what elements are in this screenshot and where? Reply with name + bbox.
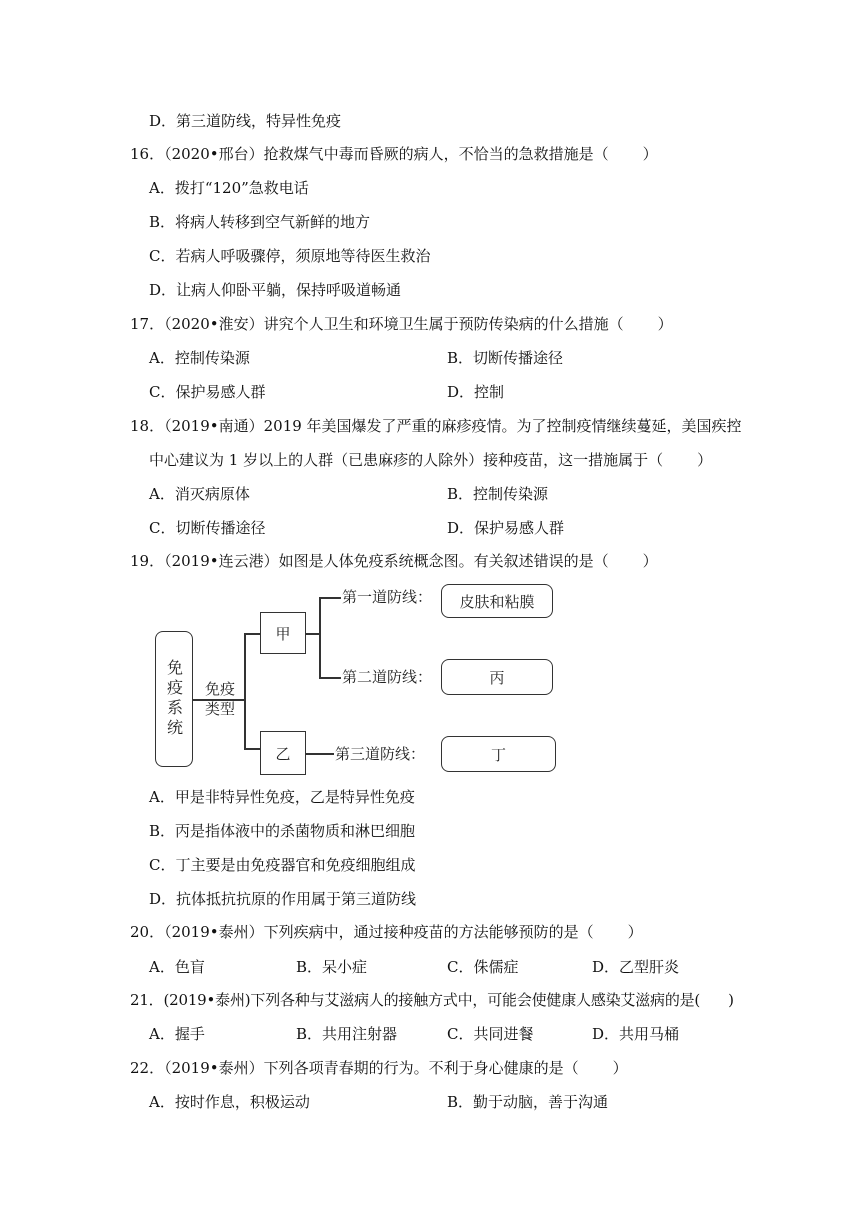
question-19-stem: 19．（2019•连云港）如图是人体免疫系统概念图。有关叙述错误的是（ ） <box>130 552 658 570</box>
skin-box <box>441 584 553 618</box>
question-18-stem-cont: 中心建议为 1 岁以上的人群（已患麻疹的人除外）接种疫苗，这一措施属于（ ） <box>149 451 713 469</box>
question-20-option-b: B．呆小症 <box>296 958 368 976</box>
skin-label: 皮肤和粘膜 <box>459 592 535 611</box>
connector <box>244 633 260 635</box>
question-17-option-b: B．切断传播途径 <box>447 349 564 367</box>
question-18-stem: 18．（2019•南通）2019 年美国爆发了严重的麻疹疫情。为了控制疫情继续蔓延，美国疾控 <box>130 417 742 435</box>
immune-system-box <box>155 631 193 767</box>
question-17-option-d: D．控制 <box>447 383 505 401</box>
yi-box <box>260 731 306 775</box>
question-21-stem: 21．(2019•泰州)下列各种与艾滋病人的接触方式中，可能会使健康人感染艾滋病的是( ) <box>130 991 734 1009</box>
ding-label: 丁 <box>490 745 506 764</box>
bing-label: 丙 <box>489 668 505 687</box>
connector <box>244 748 260 750</box>
third-line-label: 第三道防线： <box>335 745 426 763</box>
question-21-option-c: C．共同进餐 <box>447 1025 534 1043</box>
question-19-option-b: B．丙是指体液中的杀菌物质和淋巴细胞 <box>149 822 416 840</box>
jia-label: 甲 <box>275 624 291 643</box>
connector <box>319 597 321 677</box>
question-20-option-d: D．乙型肝炎 <box>592 958 680 976</box>
connector <box>306 633 320 635</box>
immune-type-label-1: 免疫 <box>205 680 236 698</box>
question-17-option-a: A．控制传染源 <box>149 349 250 367</box>
connector <box>244 633 246 749</box>
question-19-option-c: C．丁主要是由免疫器官和免疫细胞组成 <box>149 856 416 874</box>
question-16-stem: 16．（2020•邢台）抢救煤气中毒而昏厥的病人，不恰当的急救措施是（ ） <box>130 145 658 163</box>
question-20-stem: 20．（2019•泰州）下列疾病中，通过接种疫苗的方法能够预防的是（ ） <box>130 923 643 941</box>
connector <box>306 753 334 755</box>
question-21-option-a: A．握手 <box>149 1025 205 1043</box>
question-18-option-c: C．切断传播途径 <box>149 519 266 537</box>
question-16-option-c: C．若病人呼吸骤停，须原地等待医生救治 <box>149 247 431 265</box>
question-16-option-b: B．将病人转移到空气新鲜的地方 <box>149 213 371 231</box>
immune-system-label: 免疫系统 <box>164 659 184 739</box>
question-21-option-b: B．共用注射器 <box>296 1025 398 1043</box>
ding-box <box>441 736 556 772</box>
immune-type-label-2: 类型 <box>205 700 236 718</box>
jia-box <box>260 612 306 654</box>
question-20-option-c: C．侏儒症 <box>447 958 519 976</box>
first-line-label: 第一道防线： <box>342 588 433 606</box>
question-17-option-c: C．保护易感人群 <box>149 383 266 401</box>
question-18-option-a: A．消灭病原体 <box>149 485 250 503</box>
question-22-option-b: B．勤于动脑，善于沟通 <box>447 1093 609 1111</box>
question-19-option-d: D．抗体抵抗抗原的作用属于第三道防线 <box>149 890 417 908</box>
yi-label: 乙 <box>275 744 291 763</box>
question-19-option-a: A．甲是非特异性免疫，乙是特异性免疫 <box>149 788 415 806</box>
question-15-option-d: D．第三道防线，特异性免疫 <box>149 112 342 130</box>
bing-box <box>441 659 553 695</box>
connector <box>319 597 341 599</box>
question-18-option-d: D．保护易感人群 <box>447 519 565 537</box>
question-21-option-d: D．共用马桶 <box>592 1025 680 1043</box>
connector <box>319 677 341 679</box>
question-22-option-a: A．按时作息，积极运动 <box>149 1093 310 1111</box>
question-20-option-a: A．色盲 <box>149 958 205 976</box>
question-22-stem: 22．（2019•泰州）下列各项青春期的行为。不利于身心健康的是（ ） <box>130 1059 628 1077</box>
question-18-option-b: B．控制传染源 <box>447 485 549 503</box>
question-16-option-d: D．让病人仰卧平躺，保持呼吸道畅通 <box>149 281 402 299</box>
second-line-label: 第二道防线： <box>342 668 433 686</box>
question-16-option-a: A．拨打“120”急救电话 <box>149 179 309 197</box>
question-17-stem: 17．（2020•淮安）讲究个人卫生和环境卫生属于预防传染病的什么措施（ ） <box>130 315 673 333</box>
